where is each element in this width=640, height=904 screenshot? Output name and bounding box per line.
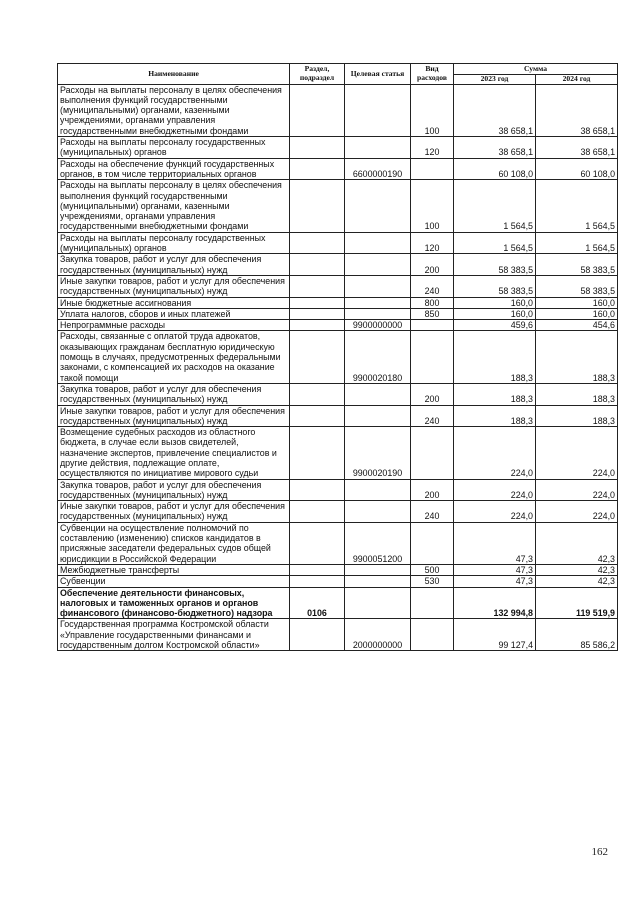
header-2024: 2024 год — [536, 75, 618, 85]
row-sum-2024: 188,3 — [536, 383, 618, 405]
row-sum-2023: 47,3 — [454, 576, 536, 587]
row-name: Непрограммные расходы — [58, 320, 290, 331]
table-row — [58, 427, 618, 479]
row-target — [345, 564, 411, 575]
table-row — [58, 564, 618, 575]
row-type: 120 — [411, 232, 454, 254]
budget-table — [57, 63, 618, 651]
row-type: 240 — [411, 501, 454, 523]
row-type — [411, 158, 454, 180]
row-section — [290, 383, 345, 405]
row-section — [290, 405, 345, 427]
table-row — [58, 405, 618, 427]
page-number: 162 — [591, 846, 608, 858]
row-sum-2023: 132 994,8 — [454, 587, 536, 619]
row-type: 200 — [411, 479, 454, 501]
row-section — [290, 232, 345, 254]
row-section — [290, 158, 345, 180]
table-row — [58, 297, 618, 308]
row-name: Уплата налогов, сборов и иных платежей — [58, 308, 290, 319]
row-section — [290, 320, 345, 331]
row-section — [290, 427, 345, 479]
row-target: 9900000000 — [345, 320, 411, 331]
row-sum-2024: 160,0 — [536, 297, 618, 308]
row-sum-2024: 160,0 — [536, 308, 618, 319]
row-target — [345, 232, 411, 254]
row-name: Субвенции на осуществление полномочий по составлению (изменению) списков кандидатов в присяжные заседатели федеральных судов общей юрисдикции в Российской Федерации — [58, 522, 290, 564]
row-sum-2023: 58 383,5 — [454, 254, 536, 276]
row-sum-2024: 1 564,5 — [536, 232, 618, 254]
row-type — [411, 587, 454, 619]
row-target — [345, 576, 411, 587]
row-target — [345, 383, 411, 405]
row-type: 100 — [411, 180, 454, 232]
budget-sheet — [57, 63, 618, 651]
row-name: Закупка товаров, работ и услуг для обеспечения государственных (муниципальных) нужд — [58, 383, 290, 405]
table-row — [58, 232, 618, 254]
header-2023: 2023 год — [454, 75, 536, 85]
table-row — [58, 308, 618, 319]
table-row — [58, 619, 618, 651]
row-type: 100 — [411, 84, 454, 136]
table-body — [58, 84, 618, 651]
table-row — [58, 254, 618, 276]
row-type: 200 — [411, 383, 454, 405]
row-target: 6600000190 — [345, 158, 411, 180]
row-section — [290, 254, 345, 276]
row-sum-2023: 188,3 — [454, 405, 536, 427]
row-name: Межбюджетные трансферты — [58, 564, 290, 575]
table-row — [58, 383, 618, 405]
row-sum-2024: 85 586,2 — [536, 619, 618, 651]
row-sum-2023: 47,3 — [454, 522, 536, 564]
row-sum-2023: 160,0 — [454, 297, 536, 308]
row-name: Закупка товаров, работ и услуг для обеспечения государственных (муниципальных) нужд — [58, 254, 290, 276]
row-section — [290, 180, 345, 232]
row-sum-2024: 188,3 — [536, 331, 618, 383]
row-type: 530 — [411, 576, 454, 587]
table-row — [58, 84, 618, 136]
row-sum-2023: 1 564,5 — [454, 180, 536, 232]
row-type: 850 — [411, 308, 454, 319]
row-target — [345, 254, 411, 276]
row-name: Расходы на выплаты персоналу государственных (муниципальных) органов — [58, 232, 290, 254]
row-section — [290, 619, 345, 651]
row-section — [290, 331, 345, 383]
header-section: Раздел, подраздел — [290, 64, 345, 85]
row-target — [345, 501, 411, 523]
row-section: 0106 — [290, 587, 345, 619]
row-target — [345, 587, 411, 619]
row-target: 2000000000 — [345, 619, 411, 651]
row-section — [290, 576, 345, 587]
row-sum-2024: 119 519,9 — [536, 587, 618, 619]
row-sum-2024: 454,6 — [536, 320, 618, 331]
row-target — [345, 275, 411, 297]
row-name: Закупка товаров, работ и услуг для обеспечения государственных (муниципальных) нужд — [58, 479, 290, 501]
table-row — [58, 331, 618, 383]
row-sum-2023: 47,3 — [454, 564, 536, 575]
row-section — [290, 501, 345, 523]
row-sum-2023: 58 383,5 — [454, 275, 536, 297]
row-sum-2024: 58 383,5 — [536, 254, 618, 276]
row-sum-2023: 224,0 — [454, 427, 536, 479]
row-sum-2023: 160,0 — [454, 308, 536, 319]
row-target — [345, 137, 411, 159]
table-row — [58, 522, 618, 564]
row-sum-2023: 60 108,0 — [454, 158, 536, 180]
row-section — [290, 308, 345, 319]
row-name: Иные закупки товаров, работ и услуг для обеспечения государственных (муниципальных) нужд — [58, 275, 290, 297]
row-type: 120 — [411, 137, 454, 159]
row-sum-2023: 99 127,4 — [454, 619, 536, 651]
row-target: 9900020190 — [345, 427, 411, 479]
row-sum-2024: 42,3 — [536, 564, 618, 575]
row-type — [411, 522, 454, 564]
row-sum-2023: 38 658,1 — [454, 84, 536, 136]
row-name: Возмещение судебных расходов из областного бюджета, в случае если вызов свидетелей, назначение экспертов, привлечение специалистов и другие действия, подлежащие оплате, осуществляются по инициативе мирового судьи — [58, 427, 290, 479]
row-sum-2024: 224,0 — [536, 479, 618, 501]
row-sum-2023: 188,3 — [454, 383, 536, 405]
row-sum-2024: 188,3 — [536, 405, 618, 427]
row-name: Расходы на выплаты персоналу в целях обеспечения выполнения функций государственными (муниципальными) органами, казенными учреждениями, органами управления государственными внебюджетными фондами — [58, 84, 290, 136]
row-name: Расходы на обеспечение функций государственных органов, в том числе территориальных органов — [58, 158, 290, 180]
row-type — [411, 427, 454, 479]
row-section — [290, 479, 345, 501]
table-row — [58, 275, 618, 297]
row-type: 800 — [411, 297, 454, 308]
row-sum-2023: 459,6 — [454, 320, 536, 331]
row-type — [411, 619, 454, 651]
row-sum-2023: 38 658,1 — [454, 137, 536, 159]
row-target: 9900020180 — [345, 331, 411, 383]
table-row — [58, 158, 618, 180]
row-type: 240 — [411, 275, 454, 297]
row-target — [345, 308, 411, 319]
row-name: Расходы на выплаты персоналу в целях обеспечения выполнения функций государственными (муниципальными) органами, казенными учреждениями, органами управления государственными внебюджетными фондами — [58, 180, 290, 232]
row-target — [345, 405, 411, 427]
row-target: 9900051200 — [345, 522, 411, 564]
row-name: Расходы на выплаты персоналу государственных (муниципальных) органов — [58, 137, 290, 159]
row-sum-2024: 38 658,1 — [536, 84, 618, 136]
row-sum-2023: 224,0 — [454, 479, 536, 501]
row-target — [345, 297, 411, 308]
row-sum-2023: 224,0 — [454, 501, 536, 523]
header-type: Вид расходов — [411, 64, 454, 85]
row-name: Иные закупки товаров, работ и услуг для обеспечения государственных (муниципальных) нужд — [58, 501, 290, 523]
row-section — [290, 522, 345, 564]
row-name: Субвенции — [58, 576, 290, 587]
row-section — [290, 275, 345, 297]
table-row — [58, 501, 618, 523]
row-name: Иные закупки товаров, работ и услуг для обеспечения государственных (муниципальных) нужд — [58, 405, 290, 427]
row-name: Обеспечение деятельности финансовых, налоговых и таможенных органов и органов финансового (финансово-бюджетного) надзора — [58, 587, 290, 619]
row-type — [411, 331, 454, 383]
row-section — [290, 297, 345, 308]
row-sum-2023: 1 564,5 — [454, 232, 536, 254]
row-target — [345, 84, 411, 136]
row-target — [345, 479, 411, 501]
row-sum-2024: 38 658,1 — [536, 137, 618, 159]
row-sum-2024: 224,0 — [536, 427, 618, 479]
row-name: Расходы, связанные с оплатой труда адвокатов, оказывающих гражданам бесплатную юридическую помощь в случаях, предусмотренных федеральными законами, с компенсацией их расходов на оказание такой помощи — [58, 331, 290, 383]
table-row — [58, 180, 618, 232]
row-sum-2024: 58 383,5 — [536, 275, 618, 297]
row-target — [345, 180, 411, 232]
row-sum-2024: 1 564,5 — [536, 180, 618, 232]
row-sum-2023: 188,3 — [454, 331, 536, 383]
header-sum: Сумма — [454, 64, 618, 75]
row-type: 240 — [411, 405, 454, 427]
table-row — [58, 137, 618, 159]
row-sum-2024: 60 108,0 — [536, 158, 618, 180]
table-row — [58, 320, 618, 331]
row-section — [290, 137, 345, 159]
table-row — [58, 479, 618, 501]
row-section — [290, 564, 345, 575]
row-sum-2024: 42,3 — [536, 522, 618, 564]
row-type: 200 — [411, 254, 454, 276]
row-name: Иные бюджетные ассигнования — [58, 297, 290, 308]
row-type — [411, 320, 454, 331]
table-row — [58, 576, 618, 587]
row-name: Государственная программа Костромской области «Управление государственными финансами и государственным долгом Костромской области» — [58, 619, 290, 651]
row-type: 500 — [411, 564, 454, 575]
row-sum-2024: 224,0 — [536, 501, 618, 523]
row-sum-2024: 42,3 — [536, 576, 618, 587]
row-section — [290, 84, 345, 136]
header-target: Целевая статья — [345, 64, 411, 85]
table-row — [58, 587, 618, 619]
header-name: Наименование — [58, 64, 290, 85]
